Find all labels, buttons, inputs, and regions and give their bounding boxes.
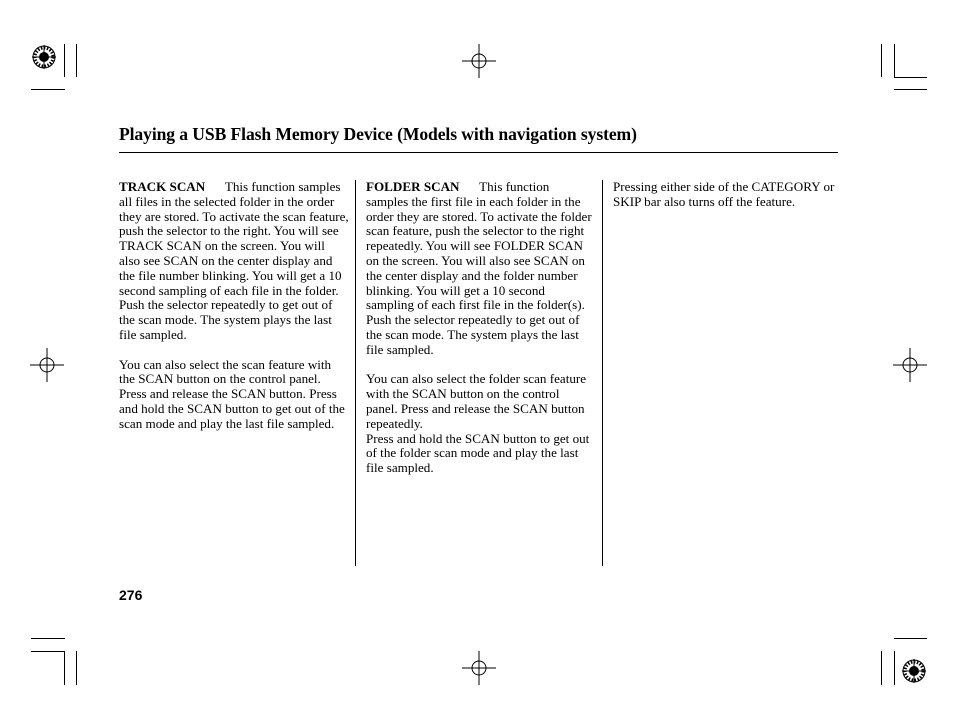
starburst-mark-top-left xyxy=(32,45,56,69)
registration-target-left xyxy=(30,348,64,382)
folder-scan-button-text: Press and hold the SCAN button to get out of the folder scan mode and play the last file sampled. xyxy=(366,430,590,476)
page-title: Playing a USB Flash Memory Device (Models with navigation system) xyxy=(119,124,637,144)
registration-target-top xyxy=(462,44,496,78)
title-rule xyxy=(119,152,838,153)
starburst-mark-bottom-right xyxy=(902,659,926,683)
column-divider-2 xyxy=(602,180,603,566)
column-middle xyxy=(366,180,594,476)
track-scan-heading: TRACK SCAN xyxy=(119,179,206,194)
folder-scan-text: This function samples the first file in each folder in the order they are stored. To activate the folder scan feature, push the selector to the right repeatedly. You will see FOLDER SCAN on the screen. You will also see SCAN on the center display and the folder number blinking. You will get a 10 second sampling of each first file in the folder(s). Push the selector repeatedly to get out of the scan mode. The system plays the last file sampled. xyxy=(366,179,592,357)
column-right xyxy=(613,180,838,210)
column-left xyxy=(119,180,349,432)
registration-target-right xyxy=(893,348,927,382)
registration-target-bottom xyxy=(462,651,496,685)
track-scan-button-text: Press and release the SCAN button. Press and hold the SCAN button to get out of the scan mode and play the last file sampled. xyxy=(119,386,345,431)
column-divider-1 xyxy=(355,180,356,566)
track-scan-paragraph xyxy=(119,180,349,343)
track-scan-panel-text: You can also select the scan feature with the SCAN button on the control panel. xyxy=(119,356,332,387)
folder-scan-heading: FOLDER SCAN xyxy=(366,179,460,194)
track-scan-text: This function samples all files in the selected folder in the order they are stored. To activate the scan feature, push the selector to the right. You will see TRACK SCAN on the screen. You will also see SCAN on the center display and the file number blinking. You will get a 10 second sampling of each file in the folder. Push the selector repeatedly to get out of the scan mode. The system plays the last file sampled. xyxy=(119,179,349,342)
folder-scan-panel-text: You can also select the folder scan feature with the SCAN button on the control panel. Press and release the SCAN button repeatedly. xyxy=(366,371,587,431)
category-skip-text: Pressing either side of the CATEGORY or SKIP bar also turns off the feature. xyxy=(613,179,835,209)
folder-scan-paragraph xyxy=(366,180,594,358)
page-number: 276 xyxy=(119,587,143,603)
